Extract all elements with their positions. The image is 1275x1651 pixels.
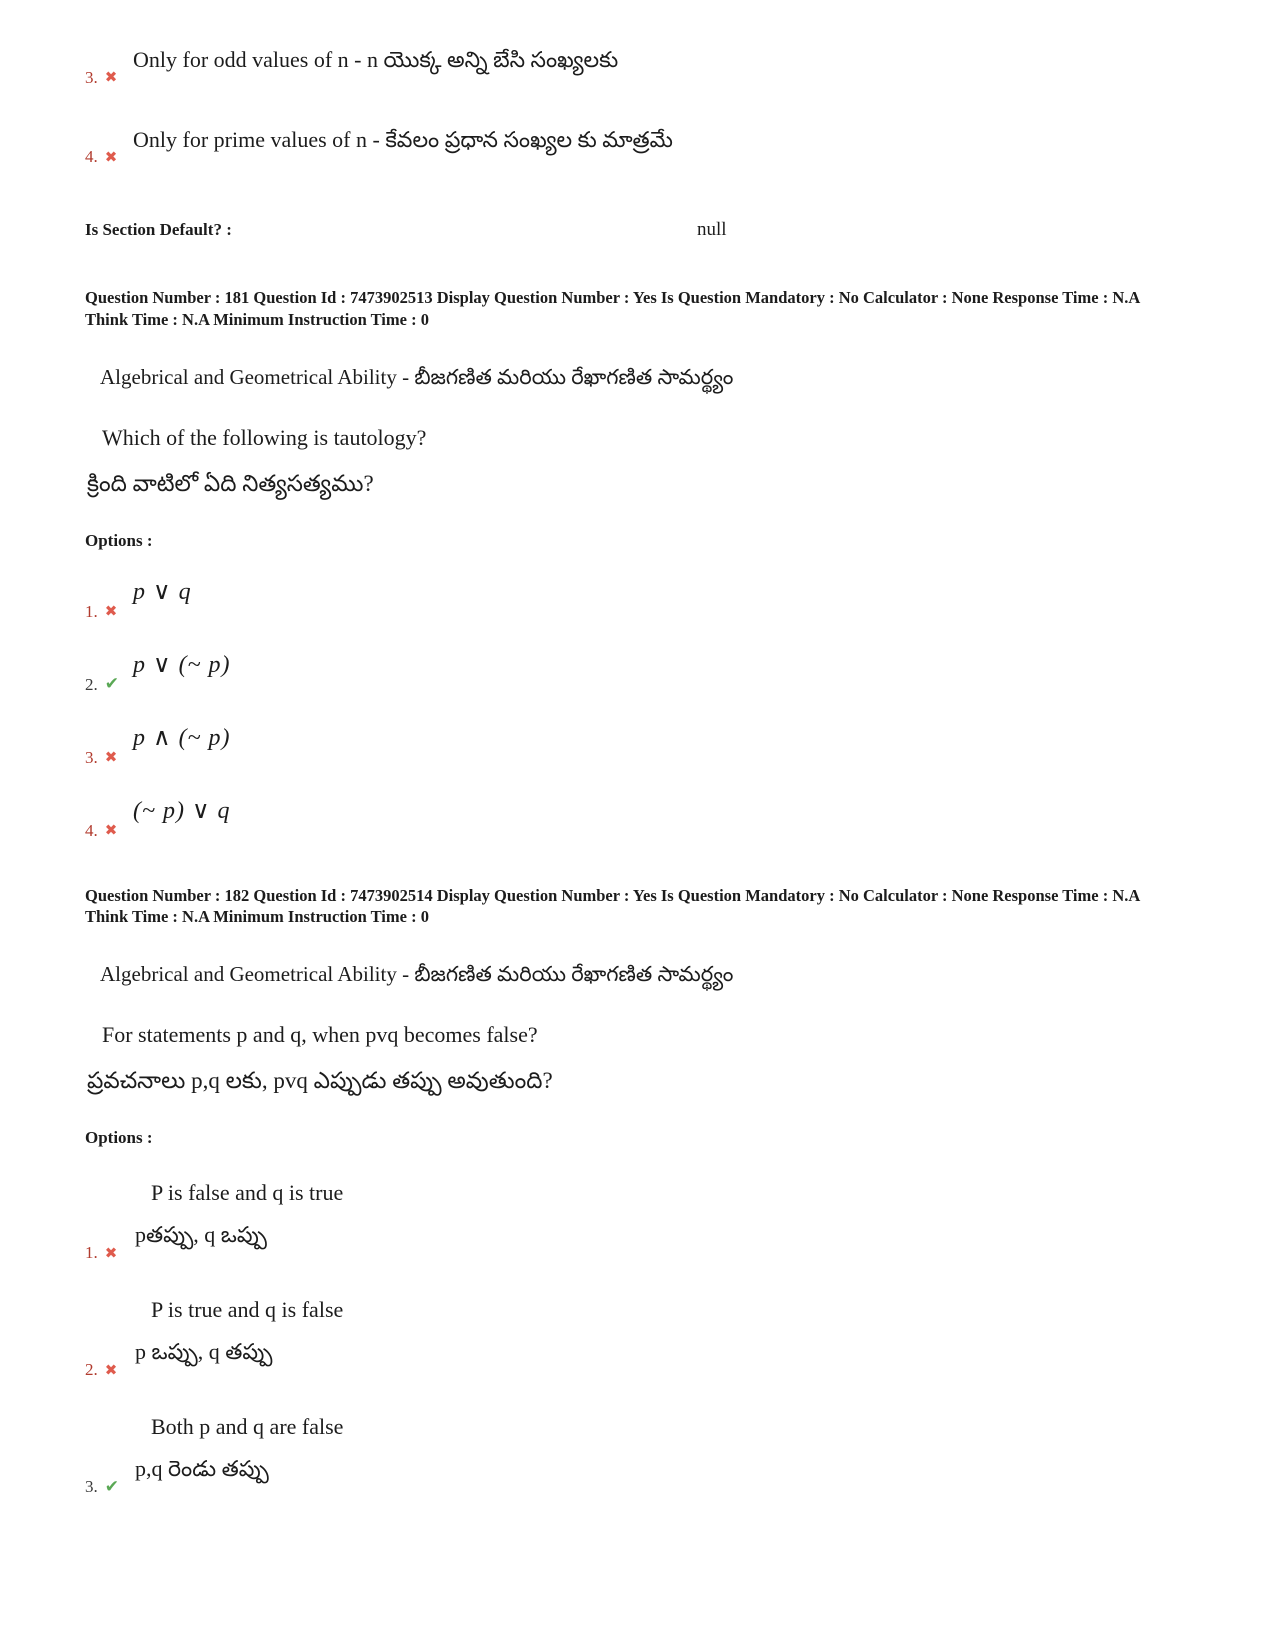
section-default-value: null xyxy=(697,219,727,240)
option-number: 4. xyxy=(85,820,98,840)
option-marker xyxy=(85,68,133,90)
wrong-mark-icon: ✖ xyxy=(104,1360,118,1379)
option-marker xyxy=(85,1360,133,1382)
option-math-expression: p ∨ q xyxy=(133,578,192,605)
option-number: 1. xyxy=(85,1243,98,1263)
option-text-group xyxy=(133,1414,343,1499)
wrong-mark-icon: ✖ xyxy=(104,748,118,767)
option-marker xyxy=(85,602,133,624)
wrong-mark-icon: ✖ xyxy=(104,821,118,840)
section-default-row xyxy=(85,219,1215,241)
option-text-telugu: p ఒప్పు, q తప్పు xyxy=(135,1339,273,1365)
question-text-telugu: క్రింది వాటిలో ఏది నిత్యసత్యము? xyxy=(87,470,374,496)
question-text-english: For statements p and q, when pvq becomes false? xyxy=(102,1022,538,1048)
option-math-expression: p ∧ (~ p) xyxy=(133,724,231,751)
option-row xyxy=(85,1297,1215,1382)
question-text-telugu: ప్రవచనాలు p,q లకు, pvq ఎప్పుడు తప్పు అవుతుంది? xyxy=(87,1068,553,1094)
option-marker xyxy=(85,675,133,697)
correct-mark-icon: ✔ xyxy=(104,674,119,695)
option-text-telugu: p,q రెండు తప్పు xyxy=(135,1456,269,1482)
option-number: 2. xyxy=(85,1360,98,1380)
option-row xyxy=(85,577,1215,624)
option-number: 2. xyxy=(85,674,98,694)
option-text-group xyxy=(133,1297,343,1382)
option-row xyxy=(85,723,1215,770)
option-marker xyxy=(85,748,133,770)
option-row xyxy=(85,1180,1215,1265)
option-row xyxy=(85,1414,1215,1499)
option-number: 3. xyxy=(85,1477,98,1497)
option-number: 1. xyxy=(85,601,98,621)
option-row xyxy=(85,650,1215,697)
option-marker xyxy=(85,1243,133,1265)
option-text-group xyxy=(133,1180,343,1265)
options-label: Options : xyxy=(85,530,153,550)
option-text-english: P is false and q is true xyxy=(151,1180,344,1206)
section-title: Algebrical and Geometrical Ability - బీజగణిత మరియు రేఖాగణిత సామర్థ్యం xyxy=(100,364,734,389)
wrong-mark-icon: ✖ xyxy=(104,602,118,621)
option-math-expression: (~ p) ∨ q xyxy=(133,797,231,824)
correct-mark-icon: ✔ xyxy=(104,1476,119,1497)
options-label: Options : xyxy=(85,1128,153,1148)
option-text-english: P is true and q is false xyxy=(151,1297,344,1323)
option-marker xyxy=(85,821,133,843)
option-row xyxy=(85,796,1215,843)
option-number: 4. xyxy=(85,147,98,166)
option-marker xyxy=(85,147,133,169)
option-text-telugu: pతప్పు, q ఒప్పు xyxy=(135,1222,267,1248)
question-text-english: Which of the following is tautology? xyxy=(102,424,427,450)
question-metadata: Question Number : 182 Question Id : 7473902514 Display Question Number : Yes Is Question Mandatory : No Calculator : None Response Time : N.A Think Time : N.A Minimum Instruction Time : 0 xyxy=(85,885,1140,927)
option-number: 3. xyxy=(85,67,98,87)
option-text: Only for odd values of n - n యొక్క అన్ని బేసి సంఖ్యలకు xyxy=(133,47,619,72)
wrong-mark-icon: ✖ xyxy=(104,1243,118,1262)
option-math-expression: p ∨ (~ p) xyxy=(133,651,231,678)
question-metadata: Question Number : 181 Question Id : 7473902513 Display Question Number : Yes Is Question Mandatory : No Calculator : None Response Time : N.A Think Time : N.A Minimum Instruction Time : 0 xyxy=(85,288,1140,329)
option-text: Only for prime values of n - కేవలం ప్రధాన సంఖ్యల కు మాత్రమే xyxy=(133,126,673,152)
wrong-mark-icon: ✖ xyxy=(104,68,118,86)
option-text-english: Both p and q are false xyxy=(151,1414,344,1440)
section-title: Algebrical and Geometrical Ability - బీజగణిత మరియు రేఖాగణిత సామర్థ్యం xyxy=(100,962,734,987)
section-default-label: Is Section Default? : xyxy=(85,220,232,239)
carryover-option-row xyxy=(85,126,1215,170)
option-number: 3. xyxy=(85,747,98,767)
option-marker xyxy=(85,1477,133,1499)
carryover-option-row xyxy=(85,46,1215,90)
wrong-mark-icon: ✖ xyxy=(104,147,118,166)
